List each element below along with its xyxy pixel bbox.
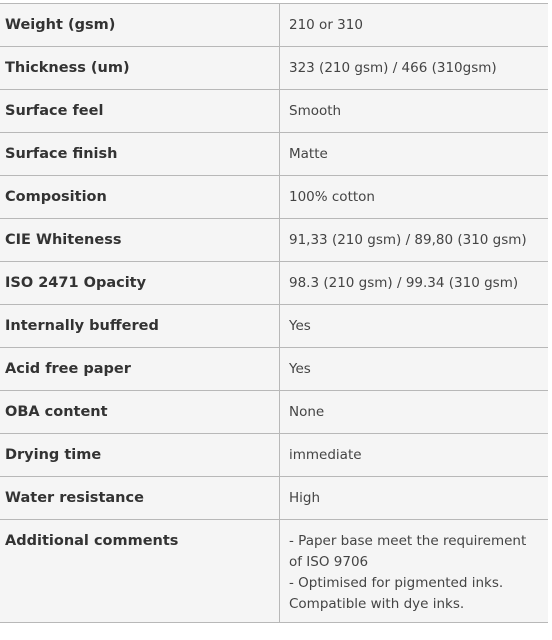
property-label: Surface feel [0, 90, 280, 133]
property-value: Smooth [280, 90, 549, 133]
paper-specifications-table [0, 3, 548, 623]
table-row [0, 133, 548, 176]
property-value: None [280, 391, 549, 434]
property-value: High [280, 477, 549, 520]
property-label: Weight (gsm) [0, 4, 280, 47]
table-row [0, 391, 548, 434]
property-label: Drying time [0, 434, 280, 477]
property-value: 100% cotton [280, 176, 549, 219]
table-row [0, 176, 548, 219]
table-row [0, 47, 548, 90]
property-value: immediate [280, 434, 549, 477]
table-row-comments [0, 520, 548, 623]
property-value: Matte [280, 133, 549, 176]
property-label: Internally buffered [0, 305, 280, 348]
property-value: 91,33 (210 gsm) / 89,80 (310 gsm) [280, 219, 549, 262]
property-label: ISO 2471 Opacity [0, 262, 280, 305]
table-row [0, 434, 548, 477]
table-row [0, 219, 548, 262]
table-row [0, 305, 548, 348]
table-row [0, 90, 548, 133]
table-row [0, 477, 548, 520]
property-value: Yes [280, 305, 549, 348]
property-label: Acid free paper [0, 348, 280, 391]
property-value: Yes [280, 348, 549, 391]
property-label: Composition [0, 176, 280, 219]
comment-line: - Paper base meet the requirement of ISO 9706 [289, 533, 527, 570]
property-label: Thickness (um) [0, 47, 280, 90]
property-label: OBA content [0, 391, 280, 434]
property-value: 98.3 (210 gsm) / 99.34 (310 gsm) [280, 262, 549, 305]
property-value: 210 or 310 [280, 4, 549, 47]
table-row [0, 4, 548, 47]
table-row [0, 262, 548, 305]
property-label: Water resistance [0, 477, 280, 520]
property-label: CIE Whiteness [0, 219, 280, 262]
comment-line: - Optimised for pigmented inks. Compatible with dye inks. [289, 575, 504, 612]
table-row [0, 348, 548, 391]
comments-value [280, 520, 549, 623]
property-label: Additional comments [0, 520, 280, 623]
property-value: 323 (210 gsm) / 466 (310gsm) [280, 47, 549, 90]
property-label: Surface finish [0, 133, 280, 176]
